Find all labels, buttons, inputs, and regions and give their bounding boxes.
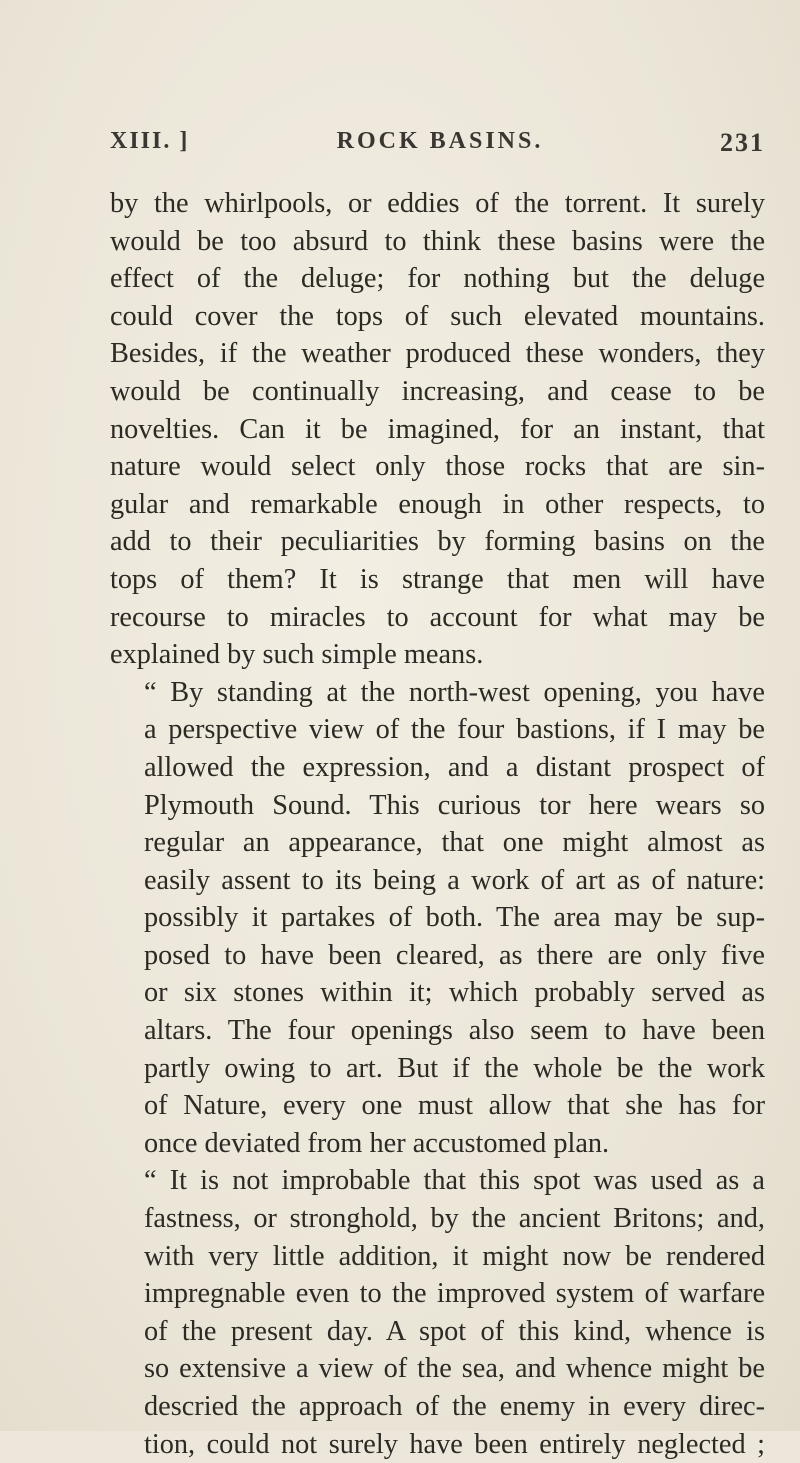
text-line: with very little addition, it might now be rendered [144, 1240, 765, 1272]
chapter-number: XIII. ] [110, 128, 190, 154]
text-line: could cover the tops of such elevated mountains. [110, 300, 765, 332]
text-line: add to their peculiarities by forming basins on the [110, 526, 765, 558]
text-line: by the whirlpools, or eddies of the torrent. It surely [110, 188, 765, 219]
text-line: allowed the expression, and a distant prospect of [144, 751, 765, 783]
text-line: tops of them? It is strange that men will have [110, 563, 765, 595]
text-line: gular and remarkable enough in other respects, to [110, 488, 765, 520]
text-line: explained by such simple means. [110, 639, 484, 671]
page-number: 231 [720, 128, 765, 157]
text-line: of Nature, every one must allow that she has for [144, 1090, 765, 1122]
text-line: Plymouth Sound. This curious tor here wears so [144, 789, 765, 821]
text-line: impregnable even to the improved system of warfare [144, 1278, 765, 1310]
paragraph [110, 674, 765, 1163]
body-text [110, 185, 765, 1463]
text-line: partly owing to art. But if the whole be the work [144, 1052, 765, 1084]
text-line: so extensive a view of the sea, and whence might be [144, 1353, 765, 1385]
text-line: altars. The four openings also seem to have been [144, 1015, 765, 1047]
text-line: a perspective view of the four bastions, if I may be [144, 714, 765, 746]
text-line: recourse to miracles to account for what may be [110, 601, 765, 633]
text-line: “ It is not improbable that this spot was used as a [144, 1165, 765, 1197]
text-line: of the present day. A spot of this kind, whence is [144, 1315, 765, 1347]
running-head [110, 128, 765, 168]
text-line: regular an appearance, that one might almost as [144, 827, 765, 859]
running-title: ROCK BASINS. [336, 128, 544, 154]
text-line: novelties. Can it be imagined, for an instant, that [110, 413, 765, 445]
text-line: easily assent to its being a work of art as of nature: [144, 864, 765, 896]
text-line: Besides, if the weather produced these wonders, they [110, 338, 765, 370]
text-line: effect of the deluge; for nothing but the deluge [110, 263, 765, 295]
text-line: nature would select only those rocks that are sin- [110, 451, 765, 483]
text-line: would be too absurd to think these basins were the [110, 225, 765, 257]
text-line: once deviated from her accustomed plan. [144, 1127, 610, 1159]
text-line: fastness, or stronghold, by the ancient Britons; and, [144, 1203, 765, 1235]
text-line: tion, could not surely have been entirely neglected ; [144, 1428, 765, 1460]
text-line: possibly it partakes of both. The area may be sup- [144, 902, 765, 934]
text-line: would be continually increasing, and cease to be [110, 375, 765, 407]
paragraph [110, 185, 765, 674]
text-line: “ By standing at the north-west opening, you have [144, 676, 765, 708]
text-line: descried the approach of the enemy in every direc- [144, 1391, 765, 1422]
paragraph [110, 1162, 765, 1463]
text-line: posed to have been cleared, as there are only five [144, 939, 765, 971]
text-line: or six stones within it; which probably served as [144, 977, 765, 1009]
